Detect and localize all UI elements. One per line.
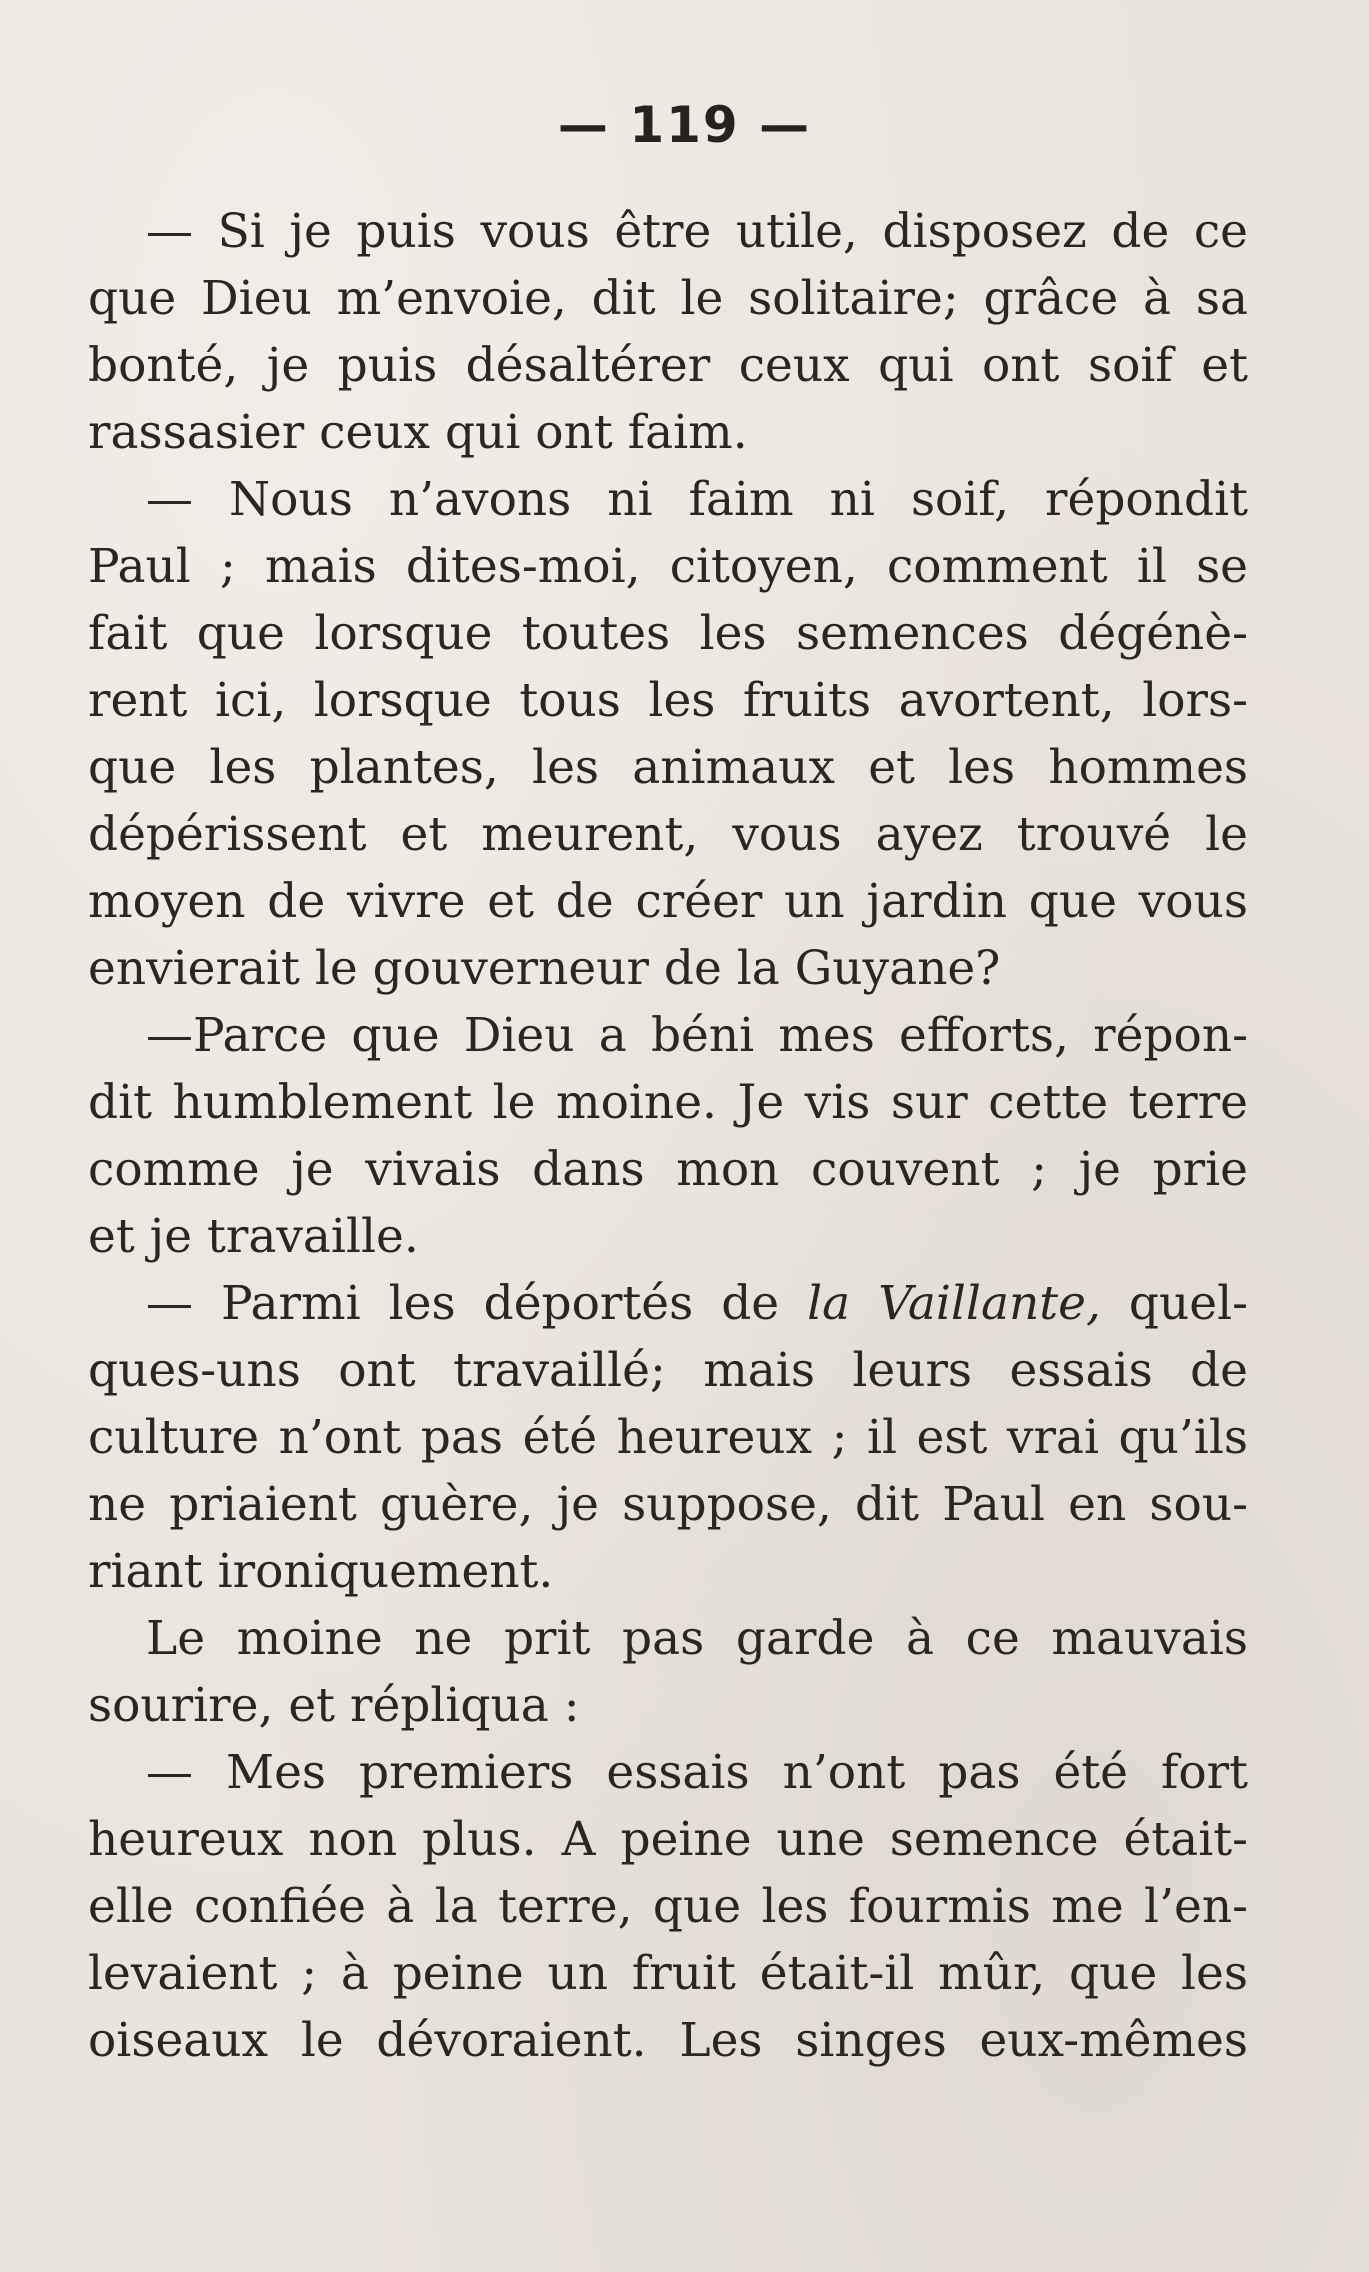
text-line: et je travaille. bbox=[88, 1209, 419, 1264]
text-line: Le moine ne prit pas garde à ce mauvais bbox=[146, 1611, 1248, 1666]
paragraph bbox=[88, 1605, 1248, 1739]
ship-name: la Vaillante, bbox=[807, 1276, 1101, 1331]
text-line: levaient ; à peine un fruit était-il mûr, que les bbox=[88, 1946, 1248, 2001]
text-line: — Mes premiers essais n’ont pas été fort bbox=[146, 1745, 1248, 1800]
text-line: heureux non plus. A peine une semence était- bbox=[88, 1812, 1248, 1867]
text-line: rent ici, lorsque tous les fruits avortent, lors- bbox=[88, 673, 1248, 728]
text-line: — Nous n’avons ni faim ni soif, répondit bbox=[146, 472, 1248, 527]
text-line: ques-uns ont travaillé; mais leurs essais de bbox=[88, 1343, 1248, 1398]
text-line: comme je vivais dans mon couvent ; je prie bbox=[88, 1142, 1248, 1197]
page-number: — 119 — bbox=[557, 96, 812, 154]
text-line: oiseaux le dévoraient. Les singes eux-mêmes bbox=[88, 2013, 1248, 2068]
text-line bbox=[88, 1270, 1248, 1337]
text-line: elle confiée à la terre, que les fourmis me l’en- bbox=[88, 1879, 1248, 1934]
text-line: bonté, je puis désaltérer ceux qui ont soif et bbox=[88, 338, 1248, 393]
paragraph bbox=[88, 1270, 1248, 1605]
text-segment: — Parmi les déportés de bbox=[146, 1276, 808, 1331]
text-line: envierait le gouverneur de la Guyane? bbox=[88, 941, 1001, 996]
text-line: — Si je puis vous être utile, disposez de ce bbox=[146, 204, 1248, 259]
text-line: que Dieu m’envoie, dit le solitaire; grâce à sa bbox=[88, 271, 1248, 326]
text-line: moyen de vivre et de créer un jardin que vous bbox=[88, 874, 1248, 929]
text-line: sourire, et répliqua : bbox=[88, 1678, 580, 1733]
text-line: dépérissent et meurent, vous ayez trouvé le bbox=[88, 807, 1248, 862]
body-text bbox=[88, 198, 1248, 2074]
text-line: que les plantes, les animaux et les hommes bbox=[88, 740, 1248, 795]
paragraph bbox=[88, 1002, 1248, 1270]
text-line: ne priaient guère, je suppose, dit Paul en sou- bbox=[88, 1477, 1248, 1532]
paragraph bbox=[88, 466, 1248, 1002]
text-line: culture n’ont pas été heureux ; il est vrai qu’ils bbox=[88, 1410, 1248, 1465]
paragraph bbox=[88, 198, 1248, 466]
paragraph bbox=[88, 1739, 1248, 2074]
text-segment: quel- bbox=[1100, 1276, 1248, 1331]
text-line: Paul ; mais dites-moi, citoyen, comment il se bbox=[88, 539, 1248, 594]
text-line: rassasier ceux qui ont faim. bbox=[88, 405, 748, 460]
text-line: dit humblement le moine. Je vis sur cette terre bbox=[88, 1075, 1248, 1130]
text-line: —Parce que Dieu a béni mes efforts, répon- bbox=[146, 1008, 1248, 1063]
text-line: fait que lorsque toutes les semences dégénè- bbox=[88, 606, 1248, 661]
text-line: riant ironiquement. bbox=[88, 1544, 554, 1599]
